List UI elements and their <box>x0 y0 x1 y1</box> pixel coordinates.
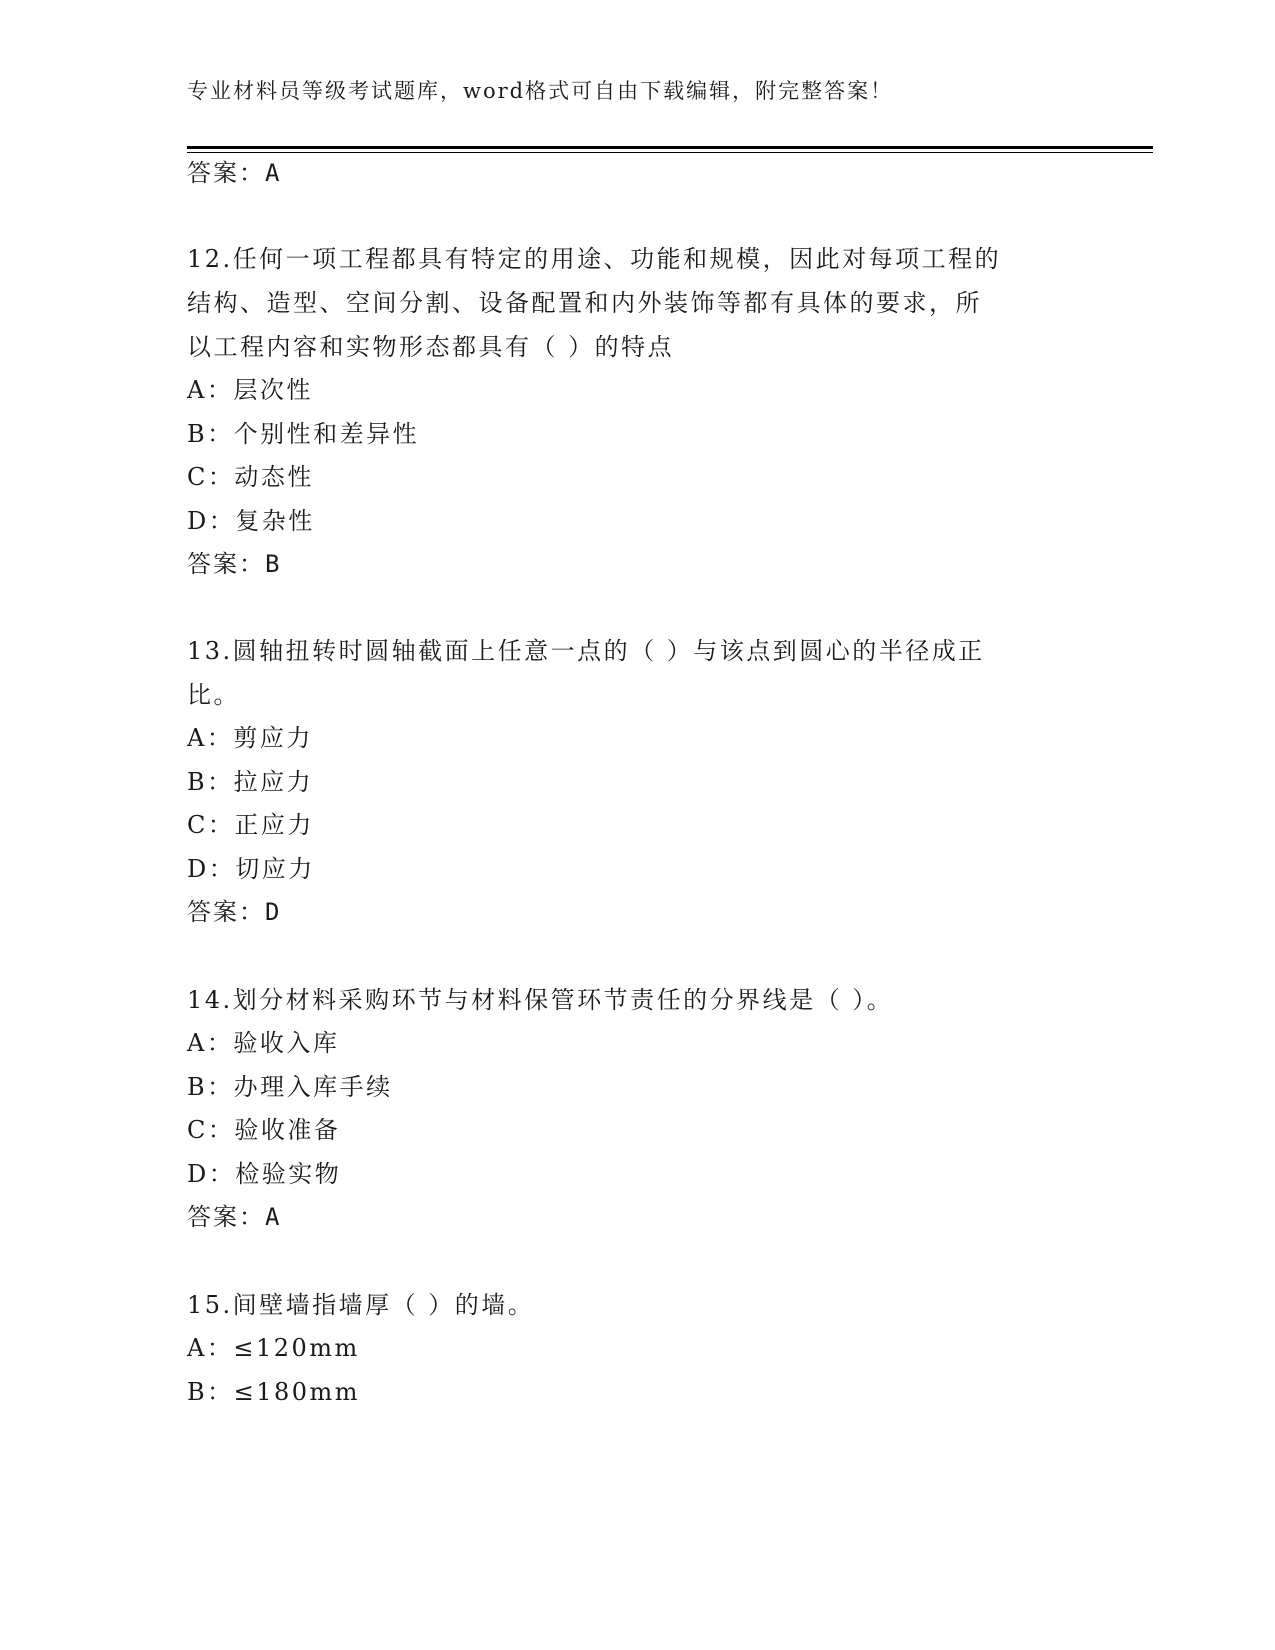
question-14-option-c: C：验收准备 <box>187 1116 341 1144</box>
question-12-option-a: A：层次性 <box>187 376 313 404</box>
answer-value: B <box>265 550 282 578</box>
answer-value: A <box>265 159 282 187</box>
answer-label: 答案： <box>187 898 265 926</box>
answer-line-12 <box>187 547 281 581</box>
answer-label: 答案： <box>187 159 265 187</box>
answer-value: A <box>265 1203 282 1231</box>
question-12-line-3: 以工程内容和实物形态都具有（ ）的特点 <box>187 333 675 361</box>
question-14-line-1: 14.划分材料采购环节与材料保管环节责任的分界线是（ ）。 <box>187 986 894 1014</box>
question-13-option-d: D：切应力 <box>187 855 315 883</box>
question-14-option-d: D：检验实物 <box>187 1160 342 1188</box>
question-13-option-b: B：拉应力 <box>187 768 314 796</box>
question-13-line-1: 13.圆轴扭转时圆轴截面上任意一点的（ ）与该点到圆心的半径成正 <box>187 637 985 665</box>
answer-line-prev <box>187 156 281 190</box>
question-15-line-1: 15.间壁墙指墙厚（ ）的墙。 <box>187 1291 535 1319</box>
question-12-option-c: C：动态性 <box>187 463 314 491</box>
answer-line-13 <box>187 895 281 929</box>
question-12-option-d: D：复杂性 <box>187 507 315 535</box>
question-15-option-b: B：≤180mm <box>187 1378 361 1406</box>
question-13-option-c: C：正应力 <box>187 811 314 839</box>
answer-value: D <box>265 898 282 926</box>
question-13-option-a: A：剪应力 <box>187 724 313 752</box>
question-14-option-a: A：验收入库 <box>187 1029 340 1057</box>
answer-label: 答案： <box>187 1203 265 1231</box>
answer-label: 答案： <box>187 550 265 578</box>
question-12-line-1: 12.任何一项工程都具有特定的用途、功能和规模，因此对每项工程的 <box>187 245 1002 273</box>
question-13-line-2: 比。 <box>187 681 240 709</box>
question-15-option-a: A：≤120mm <box>187 1334 360 1362</box>
question-12-line-2: 结构、造型、空间分割、设备配置和内外装饰等都有具体的要求，所 <box>187 289 982 317</box>
header-rule-thin <box>187 152 1153 153</box>
question-12-option-b: B：个别性和差异性 <box>187 420 420 448</box>
header-rule-thick <box>187 146 1153 149</box>
answer-line-14 <box>187 1200 281 1234</box>
page-header: 专业材料员等级考试题库，word格式可自由下载编辑，附完整答案！ <box>187 79 894 103</box>
question-14-option-b: B：办理入库手续 <box>187 1073 393 1101</box>
